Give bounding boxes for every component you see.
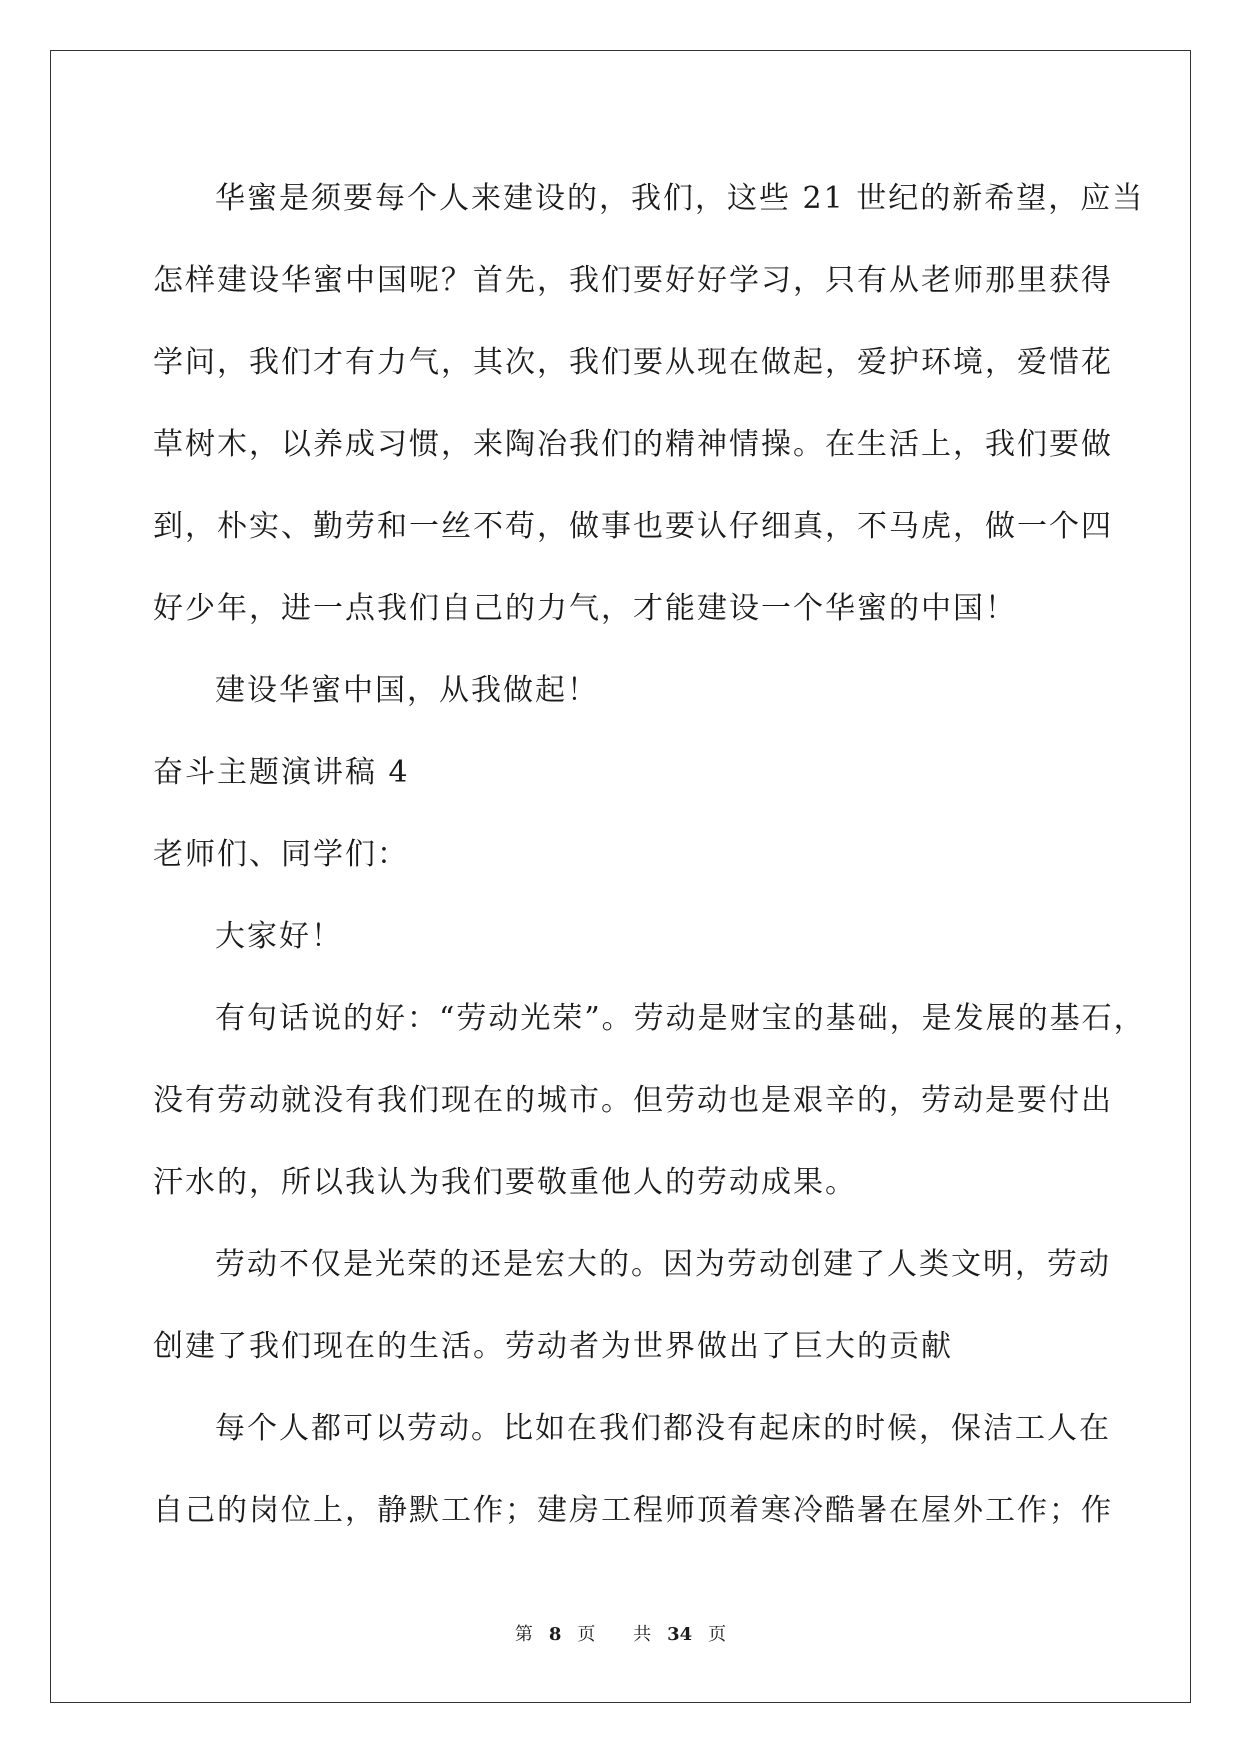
document-body — [153, 158, 1146, 1552]
page-footer — [0, 1623, 1241, 1647]
greeting: 大家好！ — [215, 919, 343, 954]
total-pages: 34 — [667, 1624, 693, 1645]
page-prefix: 第 — [514, 1624, 533, 1645]
total-suffix: 页 — [708, 1624, 727, 1645]
page-number: 8 — [548, 1624, 562, 1645]
section-title: 奋斗主题演讲稿 4 — [153, 755, 410, 790]
page-indicator — [507, 1624, 604, 1645]
salutation: 老师们、同学们： — [153, 837, 409, 872]
paragraph-line: 华蜜是须要每个人来建设的，我们，这些 21 世纪的新希望，应当 — [215, 181, 1145, 216]
paragraph-line: 没有劳动就没有我们现在的城市。但劳动也是艰辛的，劳动是要付出 — [153, 1083, 1113, 1118]
paragraph-line: 怎样建设华蜜中国呢？首先，我们要好好学习，只有从老师那里获得 — [153, 263, 1113, 298]
paragraph-line: 学问，我们才有力气，其次，我们要从现在做起，爱护环境，爱惜花 — [153, 345, 1113, 380]
paragraph-line: 创建了我们现在的生活。劳动者为世界做出了巨大的贡献 — [153, 1329, 953, 1364]
total-indicator — [625, 1624, 734, 1645]
paragraph-line: 每个人都可以劳动。比如在我们都没有起床的时候，保洁工人在 — [215, 1411, 1111, 1446]
page-suffix: 页 — [577, 1624, 596, 1645]
paragraph-line: 自己的岗位上，静默工作；建房工程师顶着寒冷酷暑在屋外工作；作 — [153, 1493, 1113, 1528]
paragraph-line: 好少年，进一点我们自己的力气，才能建设一个华蜜的中国！ — [153, 591, 1017, 626]
total-prefix: 共 — [633, 1624, 652, 1645]
paragraph-line: 到，朴实、勤劳和一丝不苟，做事也要认仔细真，不马虎，做一个四 — [153, 509, 1113, 544]
paragraph-line: 有句话说的好：“劳动光荣”。劳动是财宝的基础，是发展的基石， — [215, 1001, 1146, 1036]
paragraph-line: 汗水的，所以我认为我们要敬重他人的劳动成果。 — [153, 1165, 857, 1200]
paragraph-line: 草树木，以养成习惯，来陶冶我们的精神情操。在生活上，我们要做 — [153, 427, 1113, 462]
paragraph-line: 建设华蜜中国，从我做起！ — [215, 673, 599, 708]
paragraph-line: 劳动不仅是光荣的还是宏大的。因为劳动创建了人类文明，劳动 — [215, 1247, 1111, 1282]
